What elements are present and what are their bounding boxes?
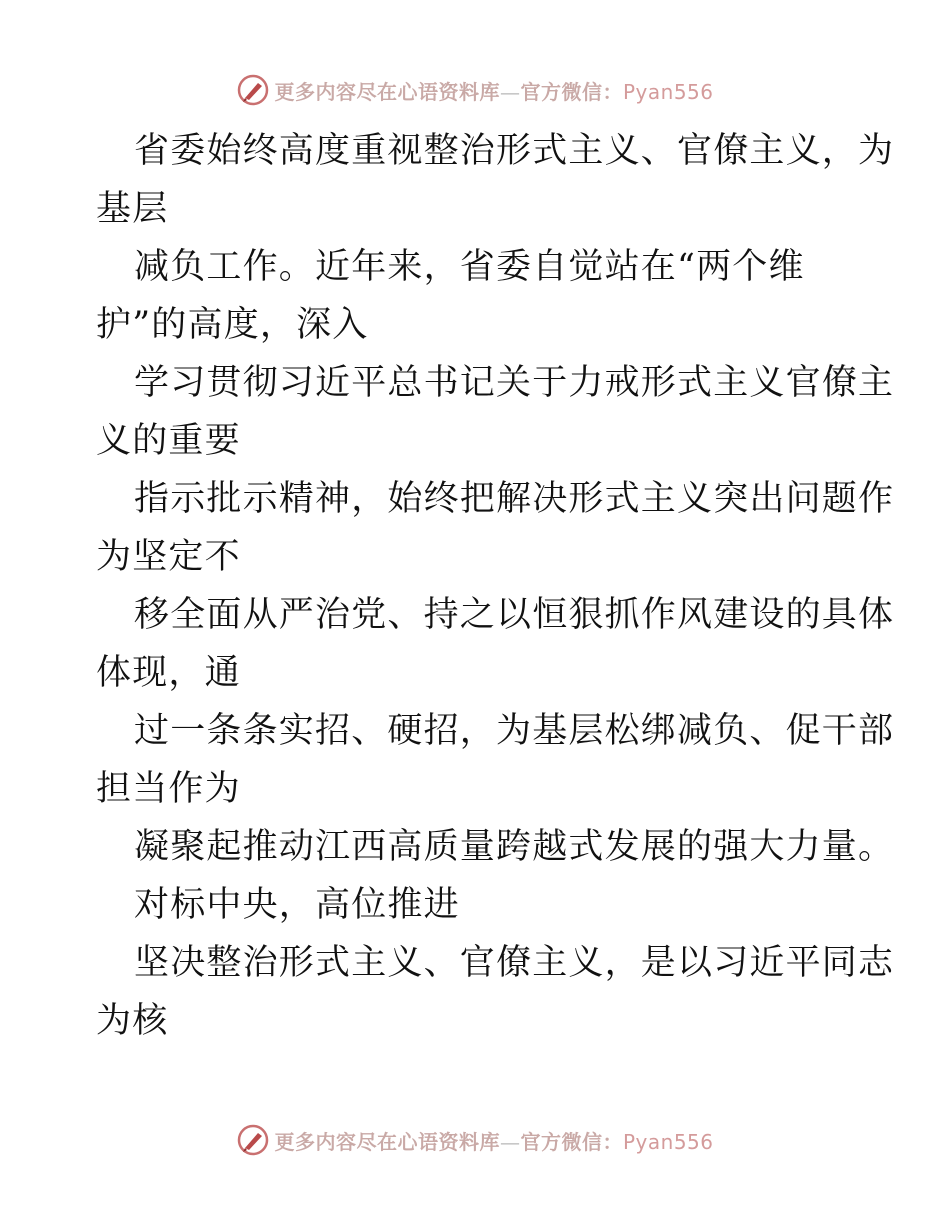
- text-line: 为核: [96, 1001, 169, 1041]
- watermark-text: 更多内容尽在心语资料库—官方微信：Pyan556: [274, 1129, 714, 1154]
- text-line: 凝聚起推动江西高质量跨越式发展的强大力量。: [134, 827, 895, 867]
- wechat-id: Pyan556: [622, 1129, 714, 1154]
- pen-circle-icon: [236, 73, 270, 107]
- text-line: 指示批示精神，始终把解决形式主义突出问题作: [134, 479, 895, 519]
- text-line: 移全面从严治党、持之以恒狠抓作风建设的具体: [134, 595, 895, 635]
- text-line: 过一条条实招、硬招，为基层松绑减负、促干部: [134, 711, 895, 751]
- text-line: 坚决整治形式主义、官僚主义，是以习近平同志: [134, 943, 895, 983]
- text-line: 减负工作。近年来，省委自觉站在“两个维: [134, 247, 805, 287]
- text-line: 担当作为: [96, 769, 241, 809]
- footer-watermark: [0, 1122, 950, 1158]
- watermark-text: 更多内容尽在心语资料库—官方微信：Pyan556: [274, 79, 714, 104]
- text-line: 基层: [96, 189, 169, 229]
- pen-circle-icon: [236, 1123, 270, 1157]
- wechat-id: Pyan556: [622, 79, 714, 104]
- document-body: [96, 122, 895, 1050]
- text-line: 对标中央，高位推进: [134, 885, 460, 925]
- text-line: 体现，通: [96, 653, 241, 693]
- text-line: 省委始终高度重视整治形式主义、官僚主义，为: [134, 131, 895, 171]
- text-line: 为坚定不: [96, 537, 241, 577]
- header-watermark: [0, 72, 950, 108]
- text-line: 义的重要: [96, 421, 241, 461]
- text-line: 护”的高度，深入: [96, 305, 369, 345]
- text-line: 学习贯彻习近平总书记关于力戒形式主义官僚主: [134, 363, 895, 403]
